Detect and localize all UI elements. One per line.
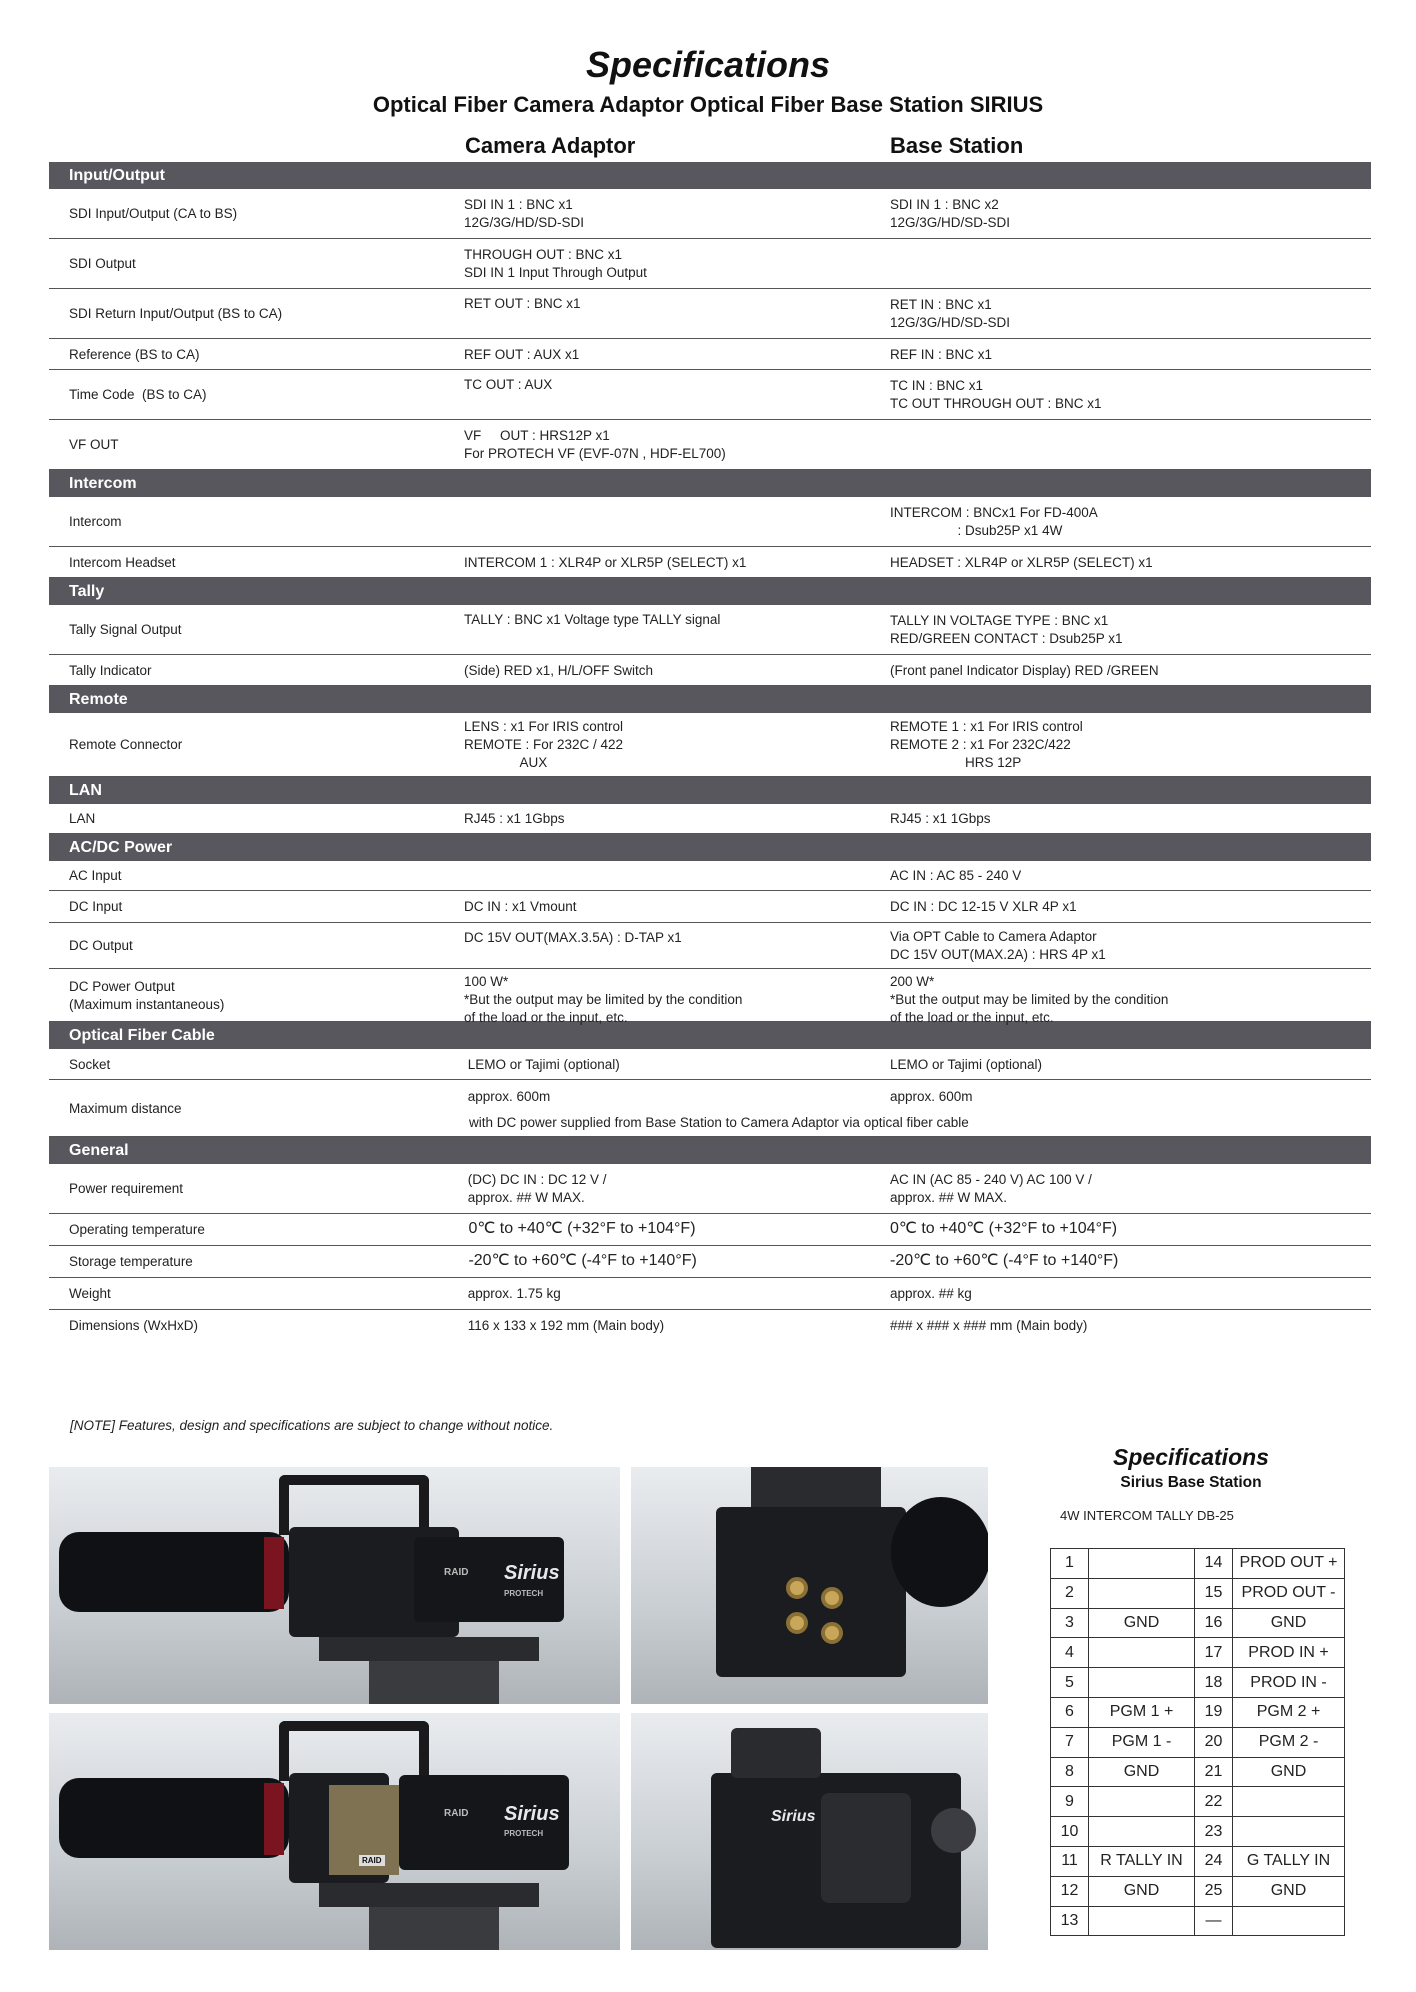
- pin-number: 15: [1195, 1578, 1233, 1608]
- pinout-table: [1050, 1548, 1345, 1936]
- spec-value-camera-adaptor: DC 15V OUT(MAX.3.5A) : D-TAP x1: [464, 930, 682, 945]
- spec-label: Weight: [69, 1286, 111, 1301]
- spec-row: [49, 420, 1371, 470]
- pin-number: 24: [1195, 1846, 1233, 1876]
- spec-value-base-station: HEADSET : XLR4P or XLR5P (SELECT) x1: [890, 554, 1153, 570]
- pin-signal: PGM 1 +: [1089, 1697, 1195, 1727]
- spec-value-camera-adaptor: SDI IN 1 : BNC x1 12G/3G/HD/SD-SDI: [464, 197, 585, 230]
- pinout-row: [1051, 1608, 1345, 1638]
- spec-label: SDI Return Input/Output (BS to CA): [69, 306, 283, 321]
- spec-row: [49, 189, 1371, 239]
- spec-row: [49, 605, 1371, 655]
- pin-number: 19: [1195, 1697, 1233, 1727]
- tripod-shape: [369, 1661, 499, 1704]
- pin-signal: [1089, 1668, 1195, 1698]
- spec-label: SDI Output: [69, 256, 136, 271]
- pin-number: 2: [1051, 1578, 1089, 1608]
- section-header: General: [49, 1137, 1371, 1164]
- spec-value-camera-adaptor: INTERCOM 1 : XLR4P or XLR5P (SELECT) x1: [464, 554, 747, 570]
- spec-row: [49, 289, 1371, 339]
- bnc-connector-icon: [821, 1622, 843, 1644]
- spec-row: [49, 1164, 1371, 1214]
- pin-number: 8: [1051, 1757, 1089, 1787]
- spec-value-camera-adaptor: TC OUT : AUX: [464, 377, 553, 392]
- pinout-row: [1051, 1638, 1345, 1668]
- spec-label: Socket: [69, 1056, 111, 1072]
- spec-value-camera-adaptor: REF OUT : AUX x1: [464, 346, 580, 362]
- spec-table: [49, 162, 1371, 1342]
- pin-signal: [1233, 1787, 1345, 1817]
- pin-signal: PROD OUT -: [1233, 1578, 1345, 1608]
- spec-value-camera-adaptor: (DC) DC IN : DC 12 V / approx. ## W MAX.: [467, 1172, 607, 1205]
- pin-signal: [1089, 1638, 1195, 1668]
- spec-value-camera-adaptor: approx. 600m: [464, 1089, 551, 1104]
- spec-value-base-station: INTERCOM : BNCx1 For FD-400A : Dsub25P x1 4W: [890, 505, 1098, 538]
- bnc-connector-icon: [821, 1587, 843, 1609]
- spec-value-camera-adaptor: 100 W* *But the output may be limited by the condition of the load or the input, etc.: [464, 974, 743, 1025]
- section-header: Intercom: [49, 470, 1371, 497]
- pinout-row: [1051, 1727, 1345, 1757]
- knob-shape: [931, 1808, 976, 1853]
- spec-label: Operating temperature: [69, 1222, 205, 1237]
- spec-row: [49, 713, 1371, 777]
- pin-number: 20: [1195, 1727, 1233, 1757]
- spec-value-camera-adaptor: VF OUT : HRS12P x1 For PROTECH VF (EVF-07N , HDF-EL700): [464, 428, 726, 461]
- section-header: LAN: [49, 777, 1371, 804]
- spec-row: [49, 1278, 1371, 1310]
- spec-label: VF OUT: [69, 437, 119, 452]
- pinout-title: Specifications: [1113, 1444, 1269, 1470]
- spec-row: [49, 891, 1371, 923]
- spec-row: [49, 969, 1371, 1025]
- pin-signal: [1089, 1787, 1195, 1817]
- pin-signal: [1233, 1906, 1345, 1936]
- pinout-row: [1051, 1668, 1345, 1698]
- sirius-brand-text: Sirius: [504, 1803, 560, 1825]
- spec-value-camera-adaptor: 116 x 133 x 192 mm (Main body): [464, 1318, 665, 1333]
- pin-number: 3: [1051, 1608, 1089, 1638]
- spec-row: [49, 1080, 1371, 1137]
- spec-value-base-station: RJ45 : x1 1Gbps: [890, 811, 991, 826]
- pin-signal: PROD OUT +: [1233, 1549, 1345, 1579]
- pin-signal: [1089, 1817, 1195, 1847]
- raid-brand-text: RAID: [444, 1567, 469, 1578]
- handle-shape: [731, 1728, 821, 1778]
- lens-shape: [59, 1532, 289, 1612]
- spec-label: Intercom Headset: [69, 554, 176, 570]
- spec-label: Maximum distance: [69, 1100, 182, 1116]
- spec-label: Intercom: [69, 514, 122, 529]
- pin-signal: [1089, 1549, 1195, 1579]
- spec-label: DC Input: [69, 899, 123, 914]
- pin-number: 13: [1051, 1906, 1089, 1936]
- pin-signal: PGM 2 +: [1233, 1697, 1345, 1727]
- spec-value-camera-adaptor: approx. 1.75 kg: [464, 1286, 561, 1301]
- spec-label: LAN: [69, 811, 96, 826]
- pin-number: 17: [1195, 1638, 1233, 1668]
- base-station-photo: [631, 1467, 988, 1704]
- spec-value-base-station: REMOTE 1 : x1 For IRIS control REMOTE 2 : x1 For 232C/422 HRS 12P: [890, 719, 1083, 770]
- spec-row: [49, 804, 1371, 834]
- spec-row: [49, 239, 1371, 289]
- spec-label: DC Power Output (Maximum instantaneous): [69, 978, 225, 1012]
- pin-number: 12: [1051, 1876, 1089, 1906]
- spec-value-base-station: SDI IN 1 : BNC x2 12G/3G/HD/SD-SDI: [890, 197, 1011, 230]
- spec-value-camera-adaptor: THROUGH OUT : BNC x1 SDI IN 1 Input Through Output: [464, 247, 647, 280]
- pin-number: 21: [1195, 1757, 1233, 1787]
- pin-number: —: [1195, 1906, 1233, 1936]
- spec-label: AC Input: [69, 868, 122, 883]
- spec-label: Tally Indicator: [69, 662, 152, 678]
- lens-ring-shape: [264, 1537, 284, 1609]
- pin-signal: [1089, 1578, 1195, 1608]
- spec-value-base-station: DC IN : DC 12-15 V XLR 4P x1: [890, 899, 1077, 914]
- spec-value-base-station: TC IN : BNC x1 TC OUT THROUGH OUT : BNC x1: [890, 378, 1102, 411]
- spec-value-camera-adaptor: TALLY : BNC x1 Voltage type TALLY signal: [464, 612, 721, 627]
- pin-signal: PROD IN +: [1233, 1638, 1345, 1668]
- spec-label: Power requirement: [69, 1181, 184, 1196]
- pin-number: 9: [1051, 1787, 1089, 1817]
- spec-row: [49, 370, 1371, 420]
- pin-number: 7: [1051, 1727, 1089, 1757]
- spec-row: [49, 1246, 1371, 1278]
- spec-row: [49, 923, 1371, 969]
- spec-row: [49, 547, 1371, 578]
- base-plate-shape: [319, 1637, 539, 1661]
- spec-value-base-station: ### x ### x ### mm (Main body): [890, 1318, 1088, 1333]
- pinout-row: [1051, 1846, 1345, 1876]
- vmount-shape: [821, 1793, 911, 1903]
- column-header-camera-adaptor: Camera Adaptor: [465, 133, 636, 158]
- rear-wheel-shape: [891, 1497, 988, 1607]
- pin-number: 14: [1195, 1549, 1233, 1579]
- pinout-row: [1051, 1578, 1345, 1608]
- top-handle-shape: [279, 1721, 429, 1781]
- spec-value-camera-adaptor: LENS : x1 For IRIS control REMOTE : For 232C / 422 AUX: [464, 719, 624, 770]
- spec-row: [49, 1049, 1371, 1080]
- spec-label: Time Code (BS to CA): [69, 387, 207, 402]
- pin-number: 22: [1195, 1787, 1233, 1817]
- spec-label: Remote Connector: [69, 737, 183, 752]
- spec-label: Reference (BS to CA): [69, 346, 200, 362]
- protech-text: PROTECH: [504, 1589, 544, 1598]
- pin-number: 6: [1051, 1697, 1089, 1727]
- section-header: Input/Output: [49, 162, 1371, 189]
- spec-label: Tally Signal Output: [69, 622, 182, 637]
- spec-value-base-station: LEMO or Tajimi (optional): [890, 1056, 1043, 1072]
- rear-body-shape: [716, 1507, 906, 1677]
- pin-signal: GND: [1233, 1757, 1345, 1787]
- page-subtitle: Optical Fiber Camera Adaptor Optical Fiber Base Station SIRIUS: [372, 92, 1044, 117]
- pin-number: 11: [1051, 1846, 1089, 1876]
- spec-value-camera-adaptor: RJ45 : x1 1Gbps: [464, 811, 565, 826]
- spec-row: [49, 655, 1371, 686]
- pinout-row: [1051, 1697, 1345, 1727]
- spec-value-base-station: 0℃ to +40℃ (+32°F to +104°F): [890, 1220, 1118, 1237]
- camera-side-photo: [49, 1467, 620, 1704]
- base-plate-shape: [319, 1883, 539, 1907]
- protech-text: PROTECH: [504, 1829, 544, 1838]
- spec-row: [49, 861, 1371, 891]
- pin-signal: GND: [1089, 1608, 1195, 1638]
- bnc-connector-icon: [786, 1577, 808, 1599]
- pin-number: 5: [1051, 1668, 1089, 1698]
- spec-row: [49, 1310, 1371, 1342]
- spec-row: [49, 497, 1371, 547]
- pin-signal: GND: [1233, 1876, 1345, 1906]
- pinout-subtitle: Sirius Base Station: [1120, 1474, 1262, 1491]
- handle-shape: [751, 1467, 881, 1507]
- spec-value-camera-adaptor: DC IN : x1 Vmount: [464, 899, 577, 914]
- pin-number: 23: [1195, 1817, 1233, 1847]
- section-header: Remote: [49, 686, 1371, 713]
- spec-label: SDI Input/Output (CA to BS): [69, 206, 238, 221]
- pin-signal: GND: [1089, 1757, 1195, 1787]
- raid-badge-text: RAID: [359, 1855, 385, 1866]
- page-title: Specifications: [585, 44, 831, 85]
- spec-label: Dimensions (WxHxD): [69, 1318, 199, 1333]
- pin-number: 10: [1051, 1817, 1089, 1847]
- spec-value-base-station: 200 W* *But the output may be limited by the condition of the load or the input, etc.: [890, 974, 1169, 1025]
- pin-signal: GND: [1233, 1608, 1345, 1638]
- pinout-caption: 4W INTERCOM TALLY DB-25: [1060, 1508, 1234, 1523]
- adaptor-rear-photo: [631, 1713, 988, 1950]
- spec-row: [49, 339, 1371, 370]
- tripod-shape: [369, 1907, 499, 1950]
- column-header-base-station: Base Station: [890, 133, 1024, 158]
- spec-row: [49, 1214, 1371, 1246]
- pin-signal: PROD IN -: [1233, 1668, 1345, 1698]
- spec-value-camera-adaptor: LEMO or Tajimi (optional): [464, 1056, 620, 1072]
- pinout-row: [1051, 1549, 1345, 1579]
- spec-value-base-station: (Front panel Indicator Display) RED /GREEN: [890, 662, 1159, 678]
- pin-signal: R TALLY IN: [1089, 1846, 1195, 1876]
- pin-number: 4: [1051, 1638, 1089, 1668]
- pin-number: 18: [1195, 1668, 1233, 1698]
- spec-value-base-station: approx. ## kg: [890, 1286, 972, 1301]
- spec-label: Storage temperature: [69, 1254, 193, 1269]
- pin-number: 16: [1195, 1608, 1233, 1638]
- spec-note: with DC power supplied from Base Station to Camera Adaptor via optical fiber cable: [469, 1115, 969, 1130]
- lens-ring-shape: [264, 1783, 284, 1855]
- pin-signal: PGM 2 -: [1233, 1727, 1345, 1757]
- spec-value-camera-adaptor: 0℃ to +40℃ (+32°F to +104°F): [464, 1220, 696, 1237]
- pinout-row: [1051, 1817, 1345, 1847]
- spec-value-camera-adaptor: RET OUT : BNC x1: [464, 296, 581, 311]
- camera-with-adaptor-photo: [49, 1713, 620, 1950]
- spec-value-base-station: -20℃ to +60℃ (-4°F to +140°F): [890, 1252, 1119, 1269]
- section-header: AC/DC Power: [49, 834, 1371, 861]
- pin-signal: PGM 1 -: [1089, 1727, 1195, 1757]
- pin-signal: GND: [1089, 1876, 1195, 1906]
- pin-signal: [1233, 1817, 1345, 1847]
- spec-value-base-station: TALLY IN VOLTAGE TYPE : BNC x1 RED/GREEN CONTACT : Dsub25P x1: [890, 613, 1123, 646]
- section-header: Optical Fiber Cable: [49, 1022, 1371, 1049]
- spec-value-base-station: Via OPT Cable to Camera Adaptor DC 15V OUT(MAX.2A) : HRS 4P x1: [890, 929, 1106, 962]
- sirius-brand-text: Sirius: [504, 1562, 560, 1584]
- section-header: Tally: [49, 578, 1371, 605]
- spec-value-base-station: AC IN : AC 85 - 240 V: [890, 868, 1022, 883]
- spec-value-base-station: AC IN (AC 85 - 240 V) AC 100 V / approx. ## W MAX.: [890, 1172, 1092, 1205]
- spec-value-base-station: RET IN : BNC x1 12G/3G/HD/SD-SDI: [890, 297, 1011, 330]
- pinout-row: [1051, 1787, 1345, 1817]
- disclaimer-note: [NOTE] Features, design and specifications are subject to change without notice.: [70, 1418, 554, 1433]
- pinout-row: [1051, 1906, 1345, 1936]
- bnc-connector-icon: [786, 1612, 808, 1634]
- pinout-row: [1051, 1876, 1345, 1906]
- pin-number: 25: [1195, 1876, 1233, 1906]
- top-handle-shape: [279, 1475, 429, 1535]
- spec-value-camera-adaptor: (Side) RED x1, H/L/OFF Switch: [464, 662, 654, 678]
- pinout-row: [1051, 1757, 1345, 1787]
- raid-brand-text: RAID: [444, 1808, 469, 1819]
- spec-value-base-station: REF IN : BNC x1: [890, 346, 993, 362]
- spec-label: DC Output: [69, 938, 133, 953]
- pin-number: 1: [1051, 1549, 1089, 1579]
- sirius-brand-text: Sirius: [771, 1808, 816, 1825]
- spec-value-camera-adaptor: -20℃ to +60℃ (-4°F to +140°F): [464, 1252, 697, 1269]
- lens-shape: [59, 1778, 289, 1858]
- pin-signal: G TALLY IN: [1233, 1846, 1345, 1876]
- spec-value-base-station: approx. 600m: [890, 1089, 973, 1104]
- pin-signal: [1089, 1906, 1195, 1936]
